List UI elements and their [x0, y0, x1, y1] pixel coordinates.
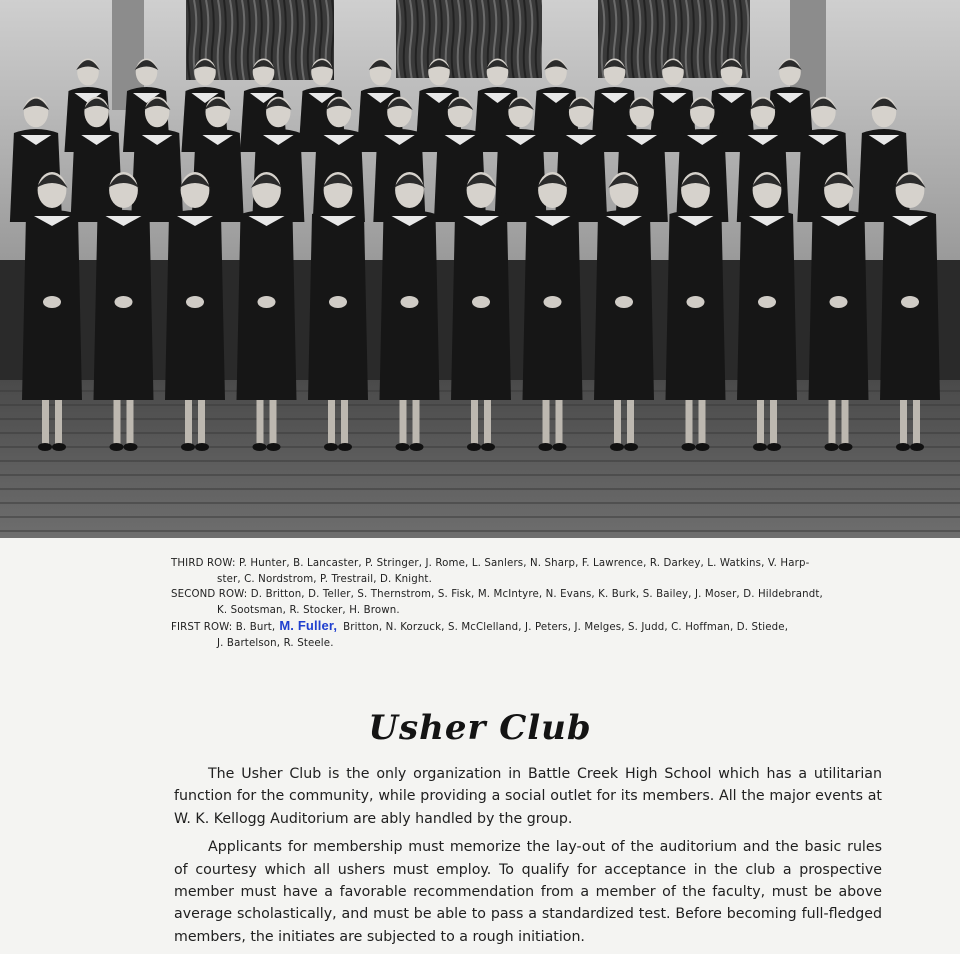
- first-row-continued: J. Bartelson, R. Steele.: [217, 637, 334, 649]
- highlighted-name: M. Fuller,: [279, 618, 338, 633]
- second-row-continued: K. Sootsman, R. Stocker, H. Brown.: [217, 604, 400, 616]
- curtain-center: [396, 0, 542, 78]
- first-row-names-start: B. Burt,: [235, 622, 276, 633]
- third-row-label: THIRD ROW:: [171, 558, 236, 569]
- second-row-label: SECOND ROW:: [171, 589, 248, 600]
- first-row-names-end: Britton, N. Korzuck, S. McClelland, J. Peters, J. Melges, S. Judd, C. Hoffman, D. Stiede,: [343, 622, 789, 633]
- first-row-label: FIRST ROW:: [171, 622, 233, 633]
- third-row-names: P. Hunter, B. Lancaster, P. Stringer, J. Rome, L. Sanlers, N. Sharp, F. Lawrence, R. Darkey, L. Watkins, V. Harp-: [238, 558, 810, 569]
- article-body: [174, 763, 882, 954]
- caption-second-row: [171, 587, 891, 618]
- paragraph-1: The Usher Club is the only organization in Battle Creek High School which has a utilitarian function for the community, while providing a social outlet for its members. All the major events at W. K. Kellogg Auditorium are ably handled by the group.: [174, 766, 882, 827]
- paragraph-2: Applicants for membership must memorize the lay-out of the auditorium and the basic rules of courtesy which all ushers must employ. To qualify for acceptance in the club a prospective member must have a favorable recommendation from a member of the faculty, must be above average scholastically, and must be able to pass a standardized test. Before becoming full-fledged members, the initiates are subjected to a rough initiation.: [174, 839, 882, 945]
- photo-caption: [171, 556, 891, 651]
- caption-first-row: [171, 618, 891, 651]
- second-row-names: D. Britton, D. Teller, S. Thernstrom, S. Fisk, M. McIntyre, N. Evans, K. Burk, S. Bailey, J. Moser, D. Hildebrandt,: [250, 589, 823, 600]
- page-title: Usher Club: [368, 708, 592, 748]
- third-row-continued: ster, C. Nordstrom, P. Trestrail, D. Knight.: [217, 573, 432, 585]
- caption-third-row: [171, 556, 891, 587]
